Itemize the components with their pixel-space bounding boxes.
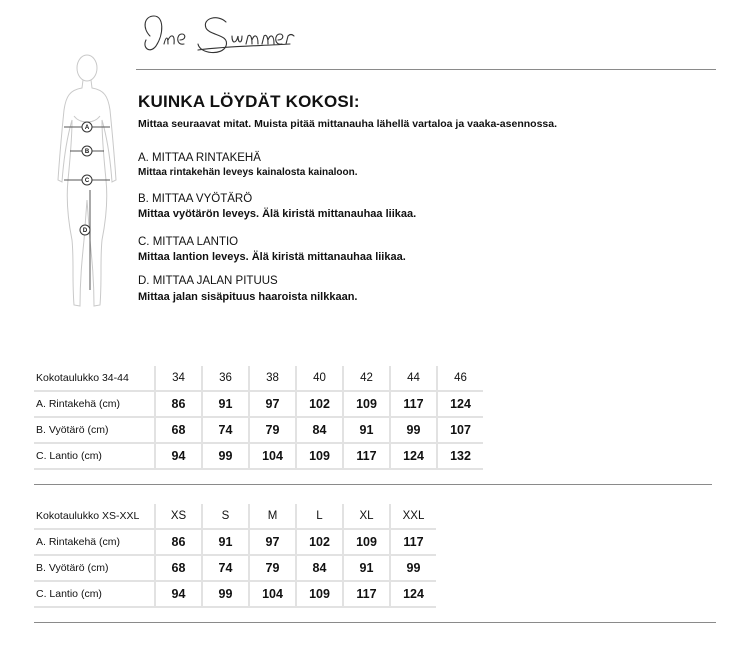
table-row <box>34 417 483 443</box>
table-title: Kokotaulukko XS-XXL <box>34 504 155 529</box>
table-cell: 124 <box>390 581 436 607</box>
guide-heading: KUINKA LÖYDÄT KOKOSI: <box>138 92 360 111</box>
table-cell: 117 <box>390 391 437 417</box>
size-col-header: 36 <box>202 366 249 391</box>
marker-c-label: C <box>84 178 90 185</box>
row-label: A. Rintakehä (cm) <box>34 529 155 555</box>
divider-rule <box>34 484 712 485</box>
row-label: C. Lantio (cm) <box>34 581 155 607</box>
table-row <box>34 581 436 607</box>
table-cell: 91 <box>202 391 249 417</box>
row-label: B. Vyötärö (cm) <box>34 417 155 443</box>
section-a-text: Mittaa rintakehän leveys kainalosta kainaloon. <box>138 167 358 178</box>
size-table-numeric <box>34 366 483 470</box>
size-col-header: XXL <box>390 504 436 529</box>
table-cell: 74 <box>202 555 249 581</box>
section-b-title: B. MITTAA VYÖTÄRÖ <box>138 193 253 205</box>
table-cell: 124 <box>390 443 437 469</box>
guide-intro: Mittaa seuraavat mitat. Muista pitää mittanauha lähellä vartaloa ja vaaka-asennossa. <box>138 118 558 130</box>
section-c-text: Mittaa lantion leveys. Älä kiristä mittanauhaa liikaa. <box>138 251 406 263</box>
table-cell: 68 <box>155 555 202 581</box>
table-cell: 94 <box>155 581 202 607</box>
table-cell: 84 <box>296 417 343 443</box>
table-cell: 124 <box>437 391 483 417</box>
size-col-header: 34 <box>155 366 202 391</box>
size-col-header: M <box>249 504 296 529</box>
table-cell: 99 <box>390 555 436 581</box>
row-label: C. Lantio (cm) <box>34 443 155 469</box>
table-cell: 107 <box>437 417 483 443</box>
table-cell: 109 <box>296 581 343 607</box>
row-label: A. Rintakehä (cm) <box>34 391 155 417</box>
size-col-header: 40 <box>296 366 343 391</box>
size-col-header: 38 <box>249 366 296 391</box>
size-col-header: L <box>296 504 343 529</box>
brand-logo <box>138 6 298 62</box>
size-table-letter <box>34 504 436 608</box>
body-figure-illustration <box>52 50 122 320</box>
size-col-header: 42 <box>343 366 390 391</box>
table-cell: 117 <box>343 443 390 469</box>
table-cell: 91 <box>343 555 390 581</box>
table-cell: 117 <box>343 581 390 607</box>
row-label: B. Vyötärö (cm) <box>34 555 155 581</box>
table-row <box>34 555 436 581</box>
size-col-header: 46 <box>437 366 483 391</box>
section-d-title: D. MITTAA JALAN PITUUS <box>138 275 278 287</box>
size-col-header: XL <box>343 504 390 529</box>
table-cell: 84 <box>296 555 343 581</box>
table-cell: 74 <box>202 417 249 443</box>
section-d-text: Mittaa jalan sisäpituus haaroista nilkkaan. <box>138 291 358 303</box>
table-cell: 68 <box>155 417 202 443</box>
table-cell: 91 <box>343 417 390 443</box>
table-cell: 109 <box>343 391 390 417</box>
table-cell: 104 <box>249 581 296 607</box>
table-cell: 132 <box>437 443 483 469</box>
table-row <box>34 391 483 417</box>
table-cell: 94 <box>155 443 202 469</box>
size-col-header: 44 <box>390 366 437 391</box>
table-cell: 109 <box>296 443 343 469</box>
table-cell: 99 <box>202 443 249 469</box>
section-c-title: C. MITTAA LANTIO <box>138 236 239 248</box>
table-title: Kokotaulukko 34-44 <box>34 366 155 391</box>
table-cell: 109 <box>343 529 390 555</box>
table-cell: 91 <box>202 529 249 555</box>
table-cell: 117 <box>390 529 436 555</box>
table-row <box>34 529 436 555</box>
section-a-title: A. MITTAA RINTAKEHÄ <box>138 152 261 164</box>
bottom-rule <box>34 622 716 623</box>
table-header-row <box>34 504 436 529</box>
table-cell: 104 <box>249 443 296 469</box>
table-cell: 86 <box>155 391 202 417</box>
table-cell: 102 <box>296 529 343 555</box>
table-cell: 86 <box>155 529 202 555</box>
header-rule <box>136 69 716 70</box>
table-cell: 79 <box>249 555 296 581</box>
table-row <box>34 443 483 469</box>
size-col-header: S <box>202 504 249 529</box>
table-cell: 99 <box>390 417 437 443</box>
marker-b-label: B <box>84 149 90 156</box>
table-cell: 97 <box>249 529 296 555</box>
table-header-row <box>34 366 483 391</box>
table-cell: 79 <box>249 417 296 443</box>
size-col-header: XS <box>155 504 202 529</box>
table-cell: 99 <box>202 581 249 607</box>
table-cell: 102 <box>296 391 343 417</box>
marker-a-label: A <box>84 125 90 132</box>
section-b-text: Mittaa vyötärön leveys. Älä kiristä mittanauhaa liikaa. <box>138 208 417 220</box>
table-cell: 97 <box>249 391 296 417</box>
marker-d-label: D <box>82 228 88 235</box>
